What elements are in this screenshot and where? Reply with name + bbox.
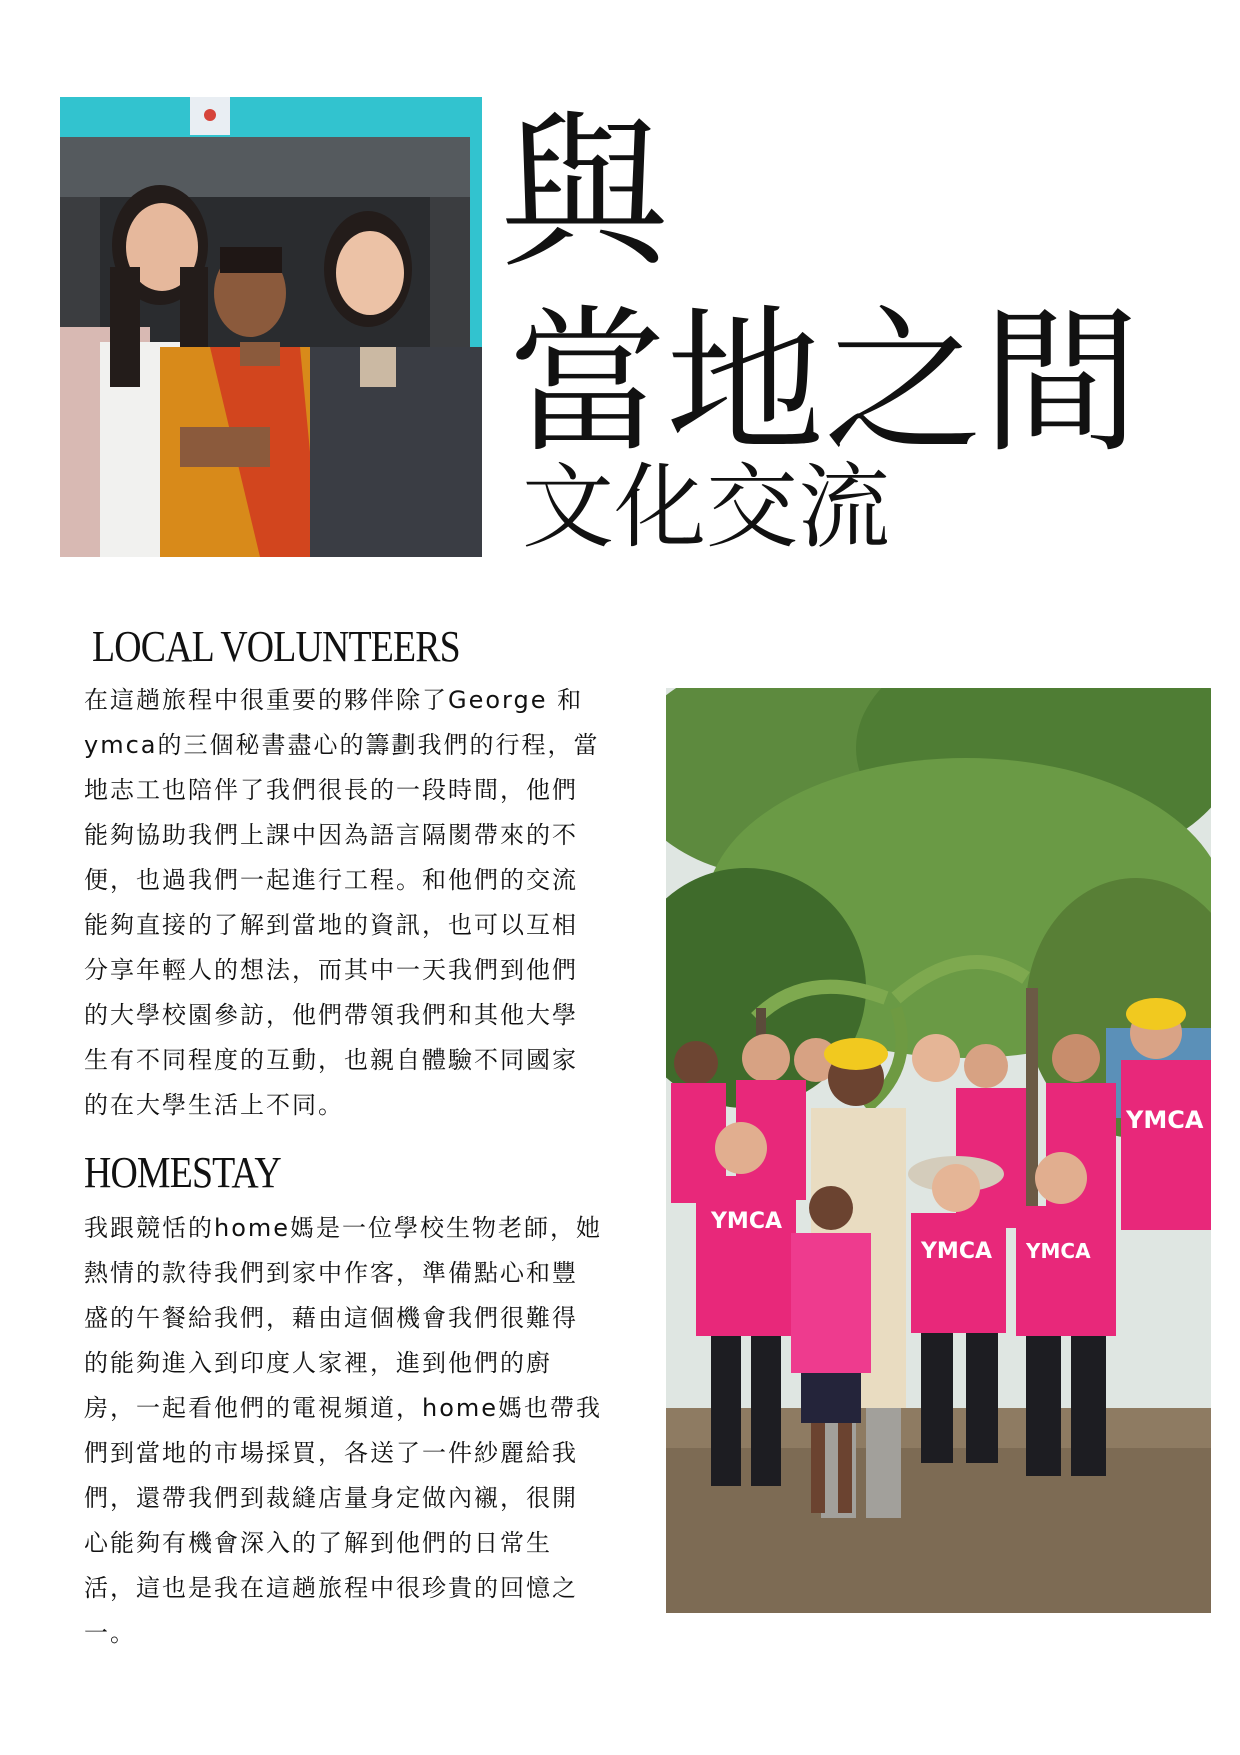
homestay-photo <box>60 97 482 557</box>
volunteers-group-photo <box>666 688 1211 1613</box>
shirt-logo: YMCA <box>711 1209 782 1234</box>
paragraph-line: 們到當地的市場採買，各送了一件紗麗給我 <box>84 1439 578 1467</box>
paragraph-line: 分享年輕人的想法，而其中一天我們到他們 <box>84 956 578 984</box>
paragraph-line: ymca的三個秘書盡心的籌劃我們的行程，當 <box>84 731 600 759</box>
local-volunteers-heading: LOCAL VOLUNTEERS <box>92 622 460 671</box>
paragraph-line: 地志工也陪伴了我們很長的一段時間，他們 <box>84 776 578 804</box>
local-volunteers-paragraph <box>84 678 624 1128</box>
paragraph-line: 在這趟旅程中很重要的夥伴除了George 和 <box>84 686 584 714</box>
homestay-heading: HOMESTAY <box>84 1148 281 1197</box>
title-line-1: 與 <box>500 96 668 292</box>
paragraph-line: 能夠協助我們上課中因為語言隔閡帶來的不 <box>84 821 578 849</box>
paragraph-line: 心能夠有機會深入的了解到他們的日常生 <box>84 1529 552 1557</box>
paragraph-line: 們，還帶我們到裁縫店量身定做內襯，很開 <box>84 1484 578 1512</box>
shirt-logo: YMCA <box>1026 1239 1091 1263</box>
paragraph-line: 房，一起看他們的電視頻道，home媽也帶我 <box>84 1394 603 1422</box>
paragraph-line: 的在大學生活上不同。 <box>84 1091 344 1119</box>
homestay-photo-illustration <box>60 97 482 557</box>
homestay-paragraph <box>84 1206 624 1656</box>
title-line-3: 文化交流 <box>522 454 891 561</box>
paragraph-line: 的大學校園參訪，他們帶領我們和其他大學 <box>84 1001 578 1029</box>
shirt-logo: YMCA <box>921 1239 992 1264</box>
group-photo-illustration <box>666 688 1211 1613</box>
paragraph-line: 熱情的款待我們到家中作客，準備點心和豐 <box>84 1259 578 1287</box>
paragraph-line: 的能夠進入到印度人家裡，進到他們的廚 <box>84 1349 552 1377</box>
paragraph-line: 活，這也是我在這趟旅程中很珍貴的回憶之 <box>84 1574 578 1602</box>
shirt-logo: YMCA <box>1126 1106 1204 1134</box>
paragraph-line: 便，也過我們一起進行工程。和他們的交流 <box>84 866 578 894</box>
paragraph-line: 生有不同程度的互動，也親自體驗不同國家 <box>84 1046 578 1074</box>
paragraph-line: 盛的午餐給我們，藉由這個機會我們很難得 <box>84 1304 578 1332</box>
paragraph-line: 一。 <box>84 1619 136 1647</box>
paragraph-line: 能夠直接的了解到當地的資訊，也可以互相 <box>84 911 578 939</box>
paragraph-line: 我跟競恬的home媽是一位學校生物老師，她 <box>84 1214 603 1242</box>
title-line-2: 當地之間 <box>508 291 1140 475</box>
